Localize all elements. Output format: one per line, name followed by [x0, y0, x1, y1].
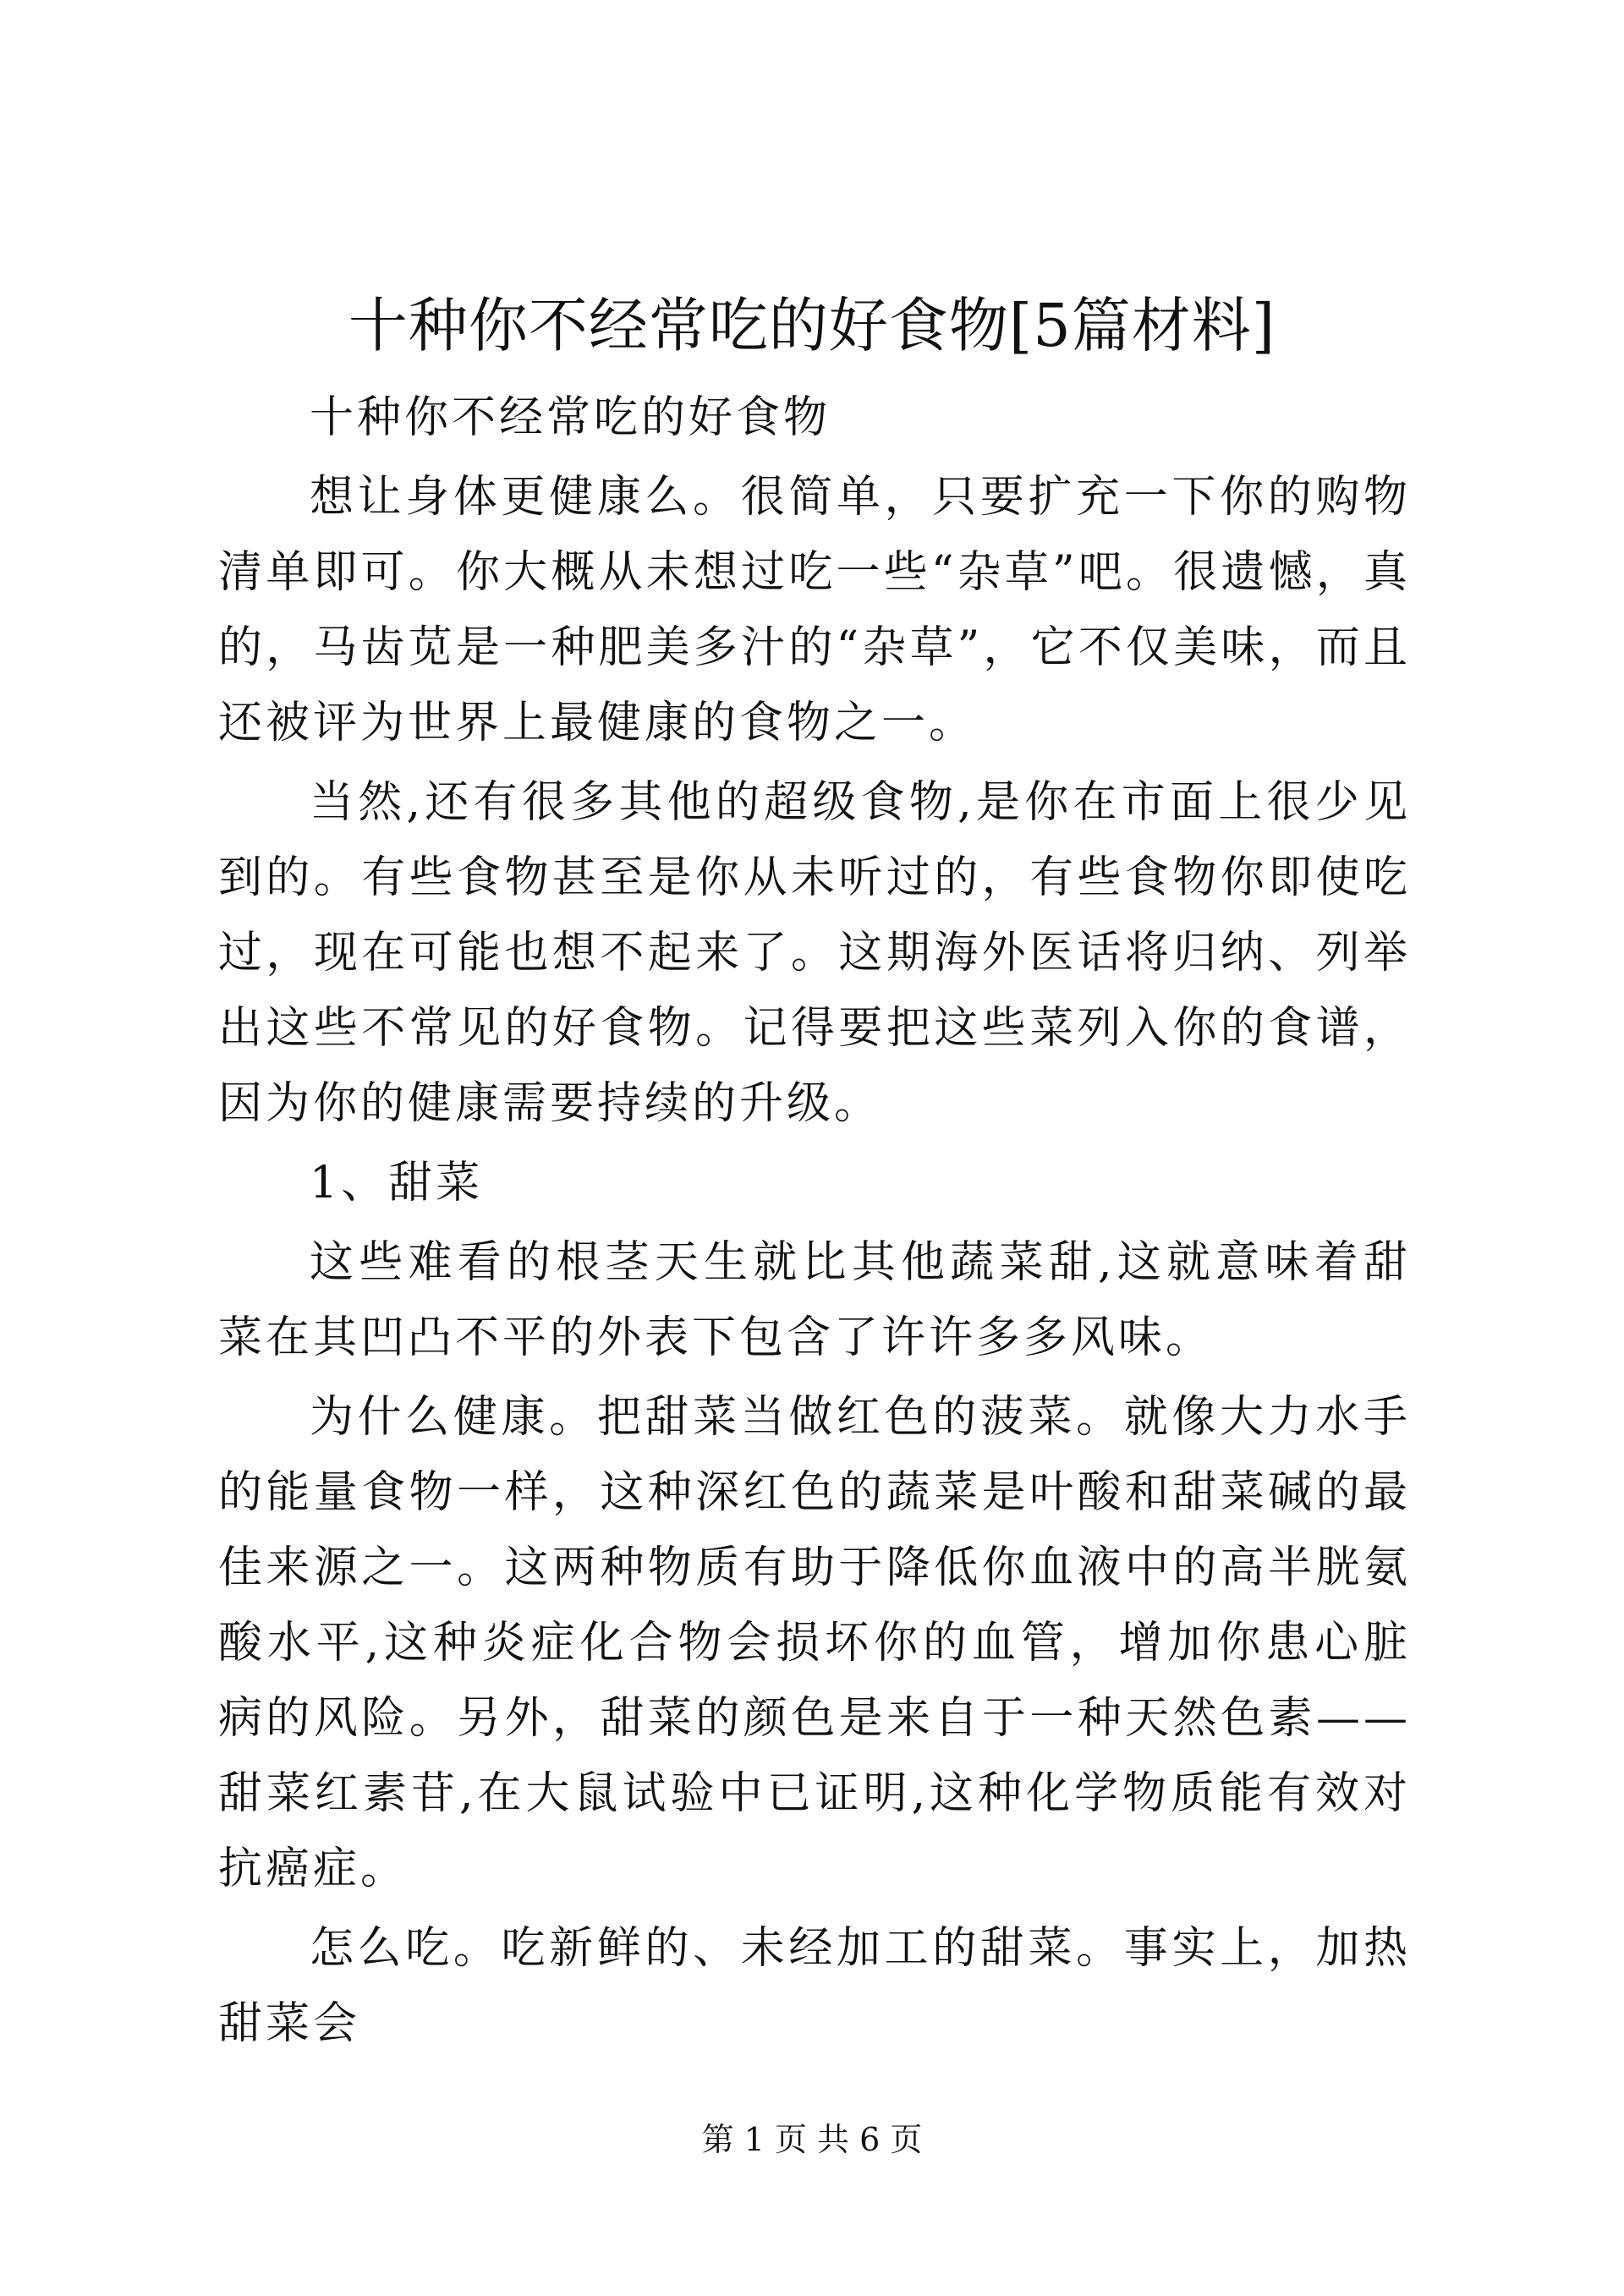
- document-title: 十种你不经常吃的好食物[5篇材料]: [348, 291, 1276, 360]
- section-heading: 1、甜菜: [310, 1158, 484, 1208]
- document-body: [218, 381, 1411, 2066]
- page-number-footer: 第 1 页 共 6 页: [701, 2121, 923, 2158]
- body-paragraph: 怎么吃。吃新鲜的、未经加工的甜菜。事实上，加热甜菜会: [218, 1923, 1411, 2049]
- body-paragraph: 当然,还有很多其他的超级食物,是你在市面上很少见到的。有些食物甚至是你从未听过的，有些食物你即使吃过，现在可能也想不起来了。这期海外医话将归纳、列举出这些不常见的好食物。记得要把这些菜列入你的食谱，因为你的健康需要持续的升级。: [218, 777, 1411, 1129]
- body-paragraph: 想让身体更健康么。很简单，只要扩充一下你的购物清单即可。你大概从未想过吃一些“杂草”吧。很遗憾，真的，马齿苋是一种肥美多汁的“杂草”，它不仅美味，而且还被评为世界上最健康的食物之一。: [218, 472, 1411, 748]
- subtitle-paragraph: 十种你不经常吃的好食物: [310, 392, 831, 443]
- body-paragraph: 这些难看的根茎天生就比其他蔬菜甜,这就意味着甜菜在其凹凸不平的外表下包含了许许多多风味。: [218, 1237, 1411, 1363]
- body-paragraph: 为什么健康。把甜菜当做红色的菠菜。就像大力水手的能量食物一样，这种深红色的蔬菜是叶酸和甜菜碱的最佳来源之一。这两种物质有助于降低你血液中的高半胱氨酸水平,这种炎症化合物会损坏你的血管，增加你患心脏病的风险。另外，甜菜的颜色是来自于一种天然色素——甜菜红素苷,在大鼠试验中已证明,这种化学物质能有效对抗癌症。: [218, 1392, 1411, 1894]
